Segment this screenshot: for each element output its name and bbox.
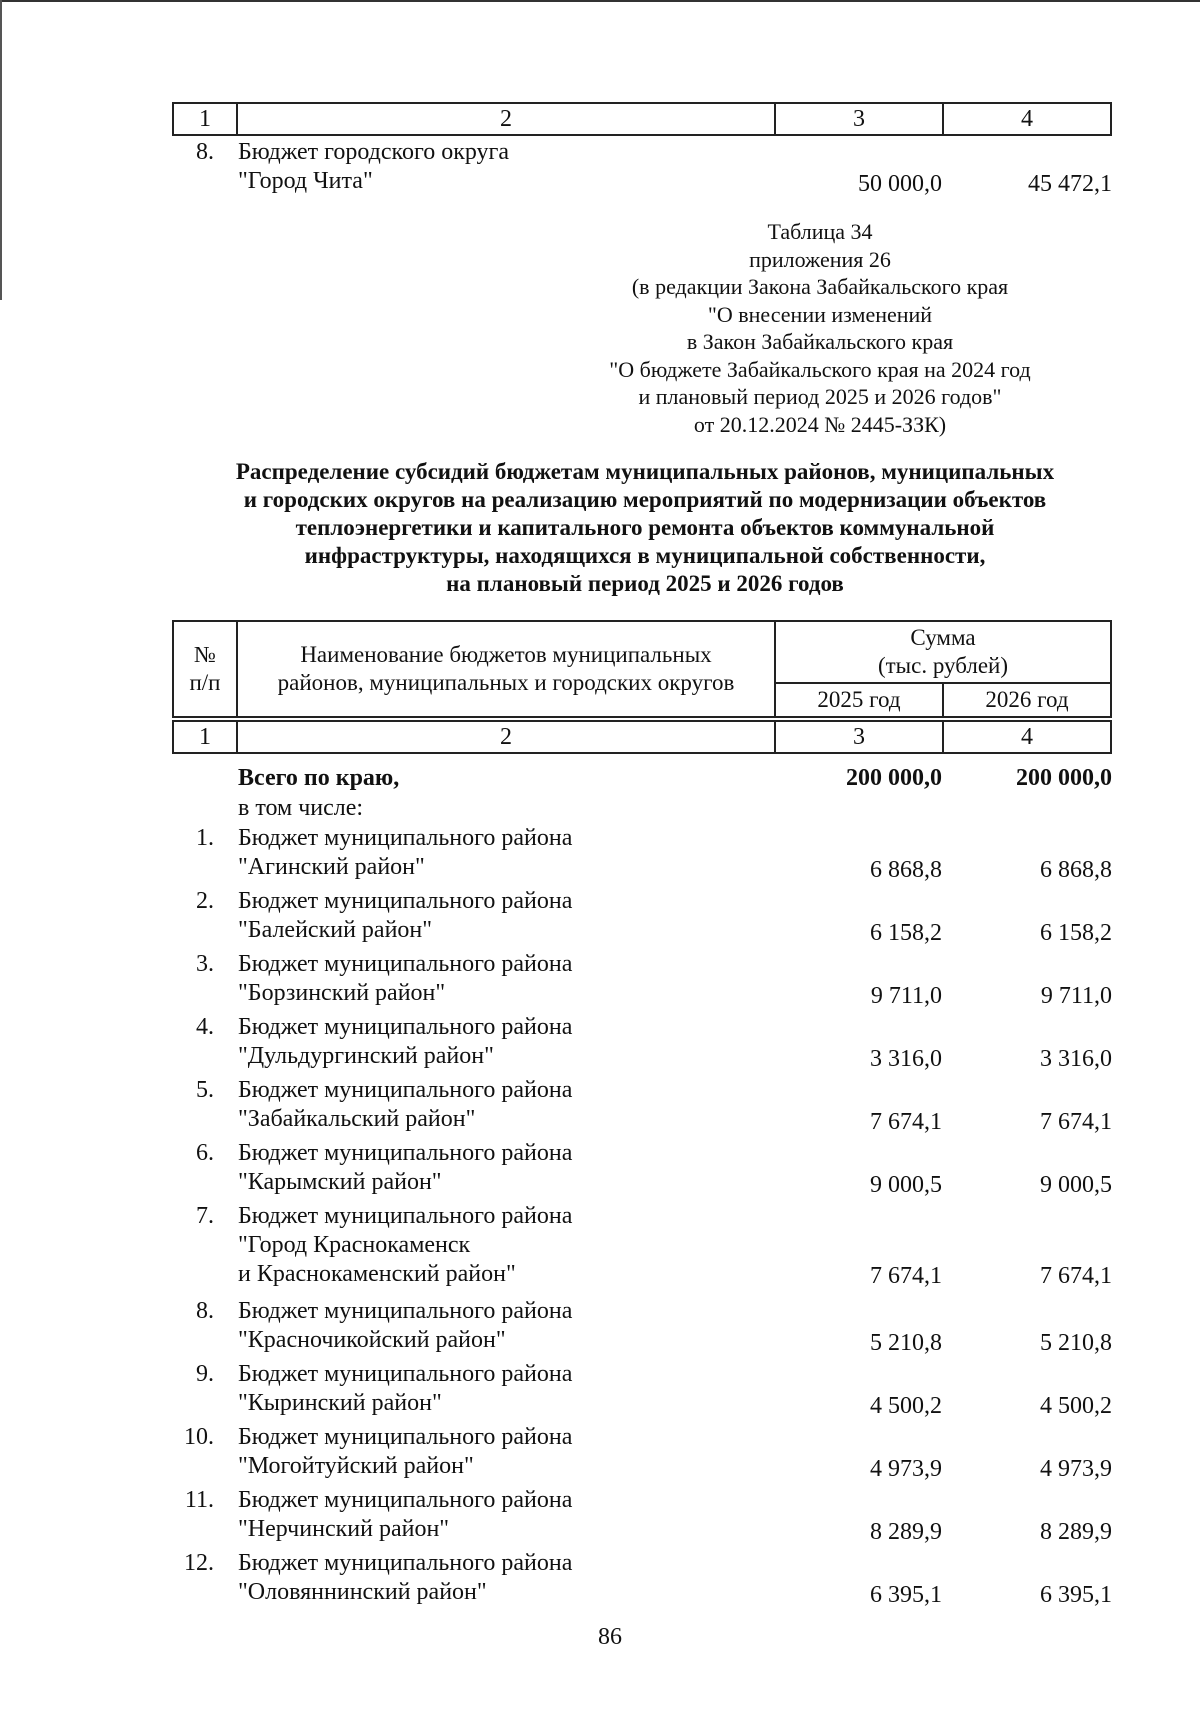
total-value-2026: 200 000,0 xyxy=(1016,765,1112,791)
row-name-line1: Бюджет муниципального района xyxy=(238,888,573,914)
row-name-line2: "Оловяннинский район" xyxy=(238,1579,487,1605)
table-row xyxy=(172,1549,1112,1612)
header-name-cell xyxy=(237,621,775,717)
row-name-line2: "Могойтуйский район" xyxy=(238,1453,474,1479)
row-number: 11. xyxy=(184,1487,214,1513)
row-value-2026: 4 973,9 xyxy=(1040,1456,1112,1482)
row-value-2025: 8 289,9 xyxy=(870,1519,942,1545)
table-row xyxy=(172,1297,1112,1360)
continuation-column-header xyxy=(172,102,1112,136)
header-sum-line1: Сумма xyxy=(910,625,976,650)
row-value-2026: 6 158,2 xyxy=(1040,920,1112,946)
reference-line: "О бюджете Забайкальского края на 2024 год xyxy=(609,356,1031,382)
row-number: 12. xyxy=(184,1550,214,1576)
row-value-2025: 5 210,8 xyxy=(870,1330,942,1356)
row-value-2026: 7 674,1 xyxy=(1040,1109,1112,1135)
reference-line: (в редакции Закона Забайкальского края xyxy=(631,274,1009,299)
header-year-2026: 2026 год xyxy=(943,683,1111,717)
row-name-line3: и Краснокаменский район" xyxy=(238,1261,516,1287)
row-value-2026: 3 316,0 xyxy=(1040,1046,1112,1072)
row-value-2025: 6 395,1 xyxy=(870,1582,942,1608)
row-name-line2: "Город Чита" xyxy=(238,168,373,194)
document-title xyxy=(165,458,1125,598)
row-name-line2: "Город Краснокаменск xyxy=(238,1232,471,1258)
continuation-row xyxy=(172,138,1112,198)
row-value-2025: 50 000,0 xyxy=(858,171,942,197)
row-value-2025: 6 868,8 xyxy=(870,857,942,883)
total-value-2025: 200 000,0 xyxy=(846,765,942,791)
main-table-header xyxy=(172,620,1112,718)
row-value-2026: 45 472,1 xyxy=(1028,171,1112,197)
row-name-line2: "Борзинский район" xyxy=(238,980,446,1006)
page-number: 86 xyxy=(598,1624,622,1650)
col-num-2: 2 xyxy=(237,721,775,753)
header-name-line2: районов, муниципальных и городских округов xyxy=(277,670,735,695)
row-name-line1: Бюджет муниципального района xyxy=(238,1298,573,1324)
header-name-line1: Наименование бюджетов муниципальных xyxy=(300,642,712,667)
table-row xyxy=(172,824,1112,887)
table-row xyxy=(172,1076,1112,1139)
reference-line: и плановый период 2025 и 2026 годов" xyxy=(638,384,1002,409)
row-name-line2: "Карымский район" xyxy=(238,1169,442,1195)
row-number: 7. xyxy=(196,1203,214,1229)
row-name-line2: "Забайкальский район" xyxy=(238,1106,476,1132)
reference-line: Таблица 34 xyxy=(767,219,873,244)
title-line: инфраструктуры, находящихся в муниципальной собственности, xyxy=(304,543,986,568)
table-row xyxy=(172,887,1112,950)
reference-line: "О внесении изменений xyxy=(707,301,933,327)
row-name-line1: Бюджет муниципального района xyxy=(238,1361,573,1387)
table-row xyxy=(172,1360,1112,1423)
col-num-1: 1 xyxy=(173,103,237,135)
row-name-line1: Бюджет муниципального района xyxy=(238,1487,573,1513)
table-row xyxy=(172,1202,1112,1297)
total-label: Всего по краю, xyxy=(238,765,400,791)
header-number-line2: п/п xyxy=(189,670,221,695)
row-name-line1: Бюджет муниципального района xyxy=(238,1140,573,1166)
row-name-line1: Бюджет муниципального района xyxy=(238,1550,573,1576)
row-name-line1: Бюджет муниципального района xyxy=(238,1014,573,1040)
header-number-line1: № xyxy=(194,642,216,667)
col-num-4: 4 xyxy=(943,721,1111,753)
title-line: теплоэнергетики и капитального ремонта объектов коммунальной xyxy=(295,515,995,540)
col-num-2: 2 xyxy=(237,103,775,135)
row-value-2025: 9 000,5 xyxy=(870,1172,942,1198)
row-value-2025: 7 674,1 xyxy=(870,1109,942,1135)
row-number: 9. xyxy=(196,1361,214,1387)
scan-edge-top xyxy=(0,0,1200,2)
row-name-line2: "Агинский район" xyxy=(238,854,425,880)
row-name-line1: Бюджет муниципального района xyxy=(238,1203,573,1229)
row-value-2026: 6 868,8 xyxy=(1040,857,1112,883)
row-value-2025: 7 674,1 xyxy=(870,1263,942,1289)
row-name-line2: "Балейский район" xyxy=(238,917,433,943)
row-value-2025: 3 316,0 xyxy=(870,1046,942,1072)
row-value-2026: 8 289,9 xyxy=(1040,1519,1112,1545)
row-name-line1: Бюджет муниципального района xyxy=(238,1424,573,1450)
row-number: 3. xyxy=(196,951,214,977)
table-row xyxy=(172,1139,1112,1202)
row-value-2026: 7 674,1 xyxy=(1040,1263,1112,1289)
row-value-2025: 9 711,0 xyxy=(870,983,942,1009)
row-number: 5. xyxy=(196,1077,214,1103)
row-number: 1. xyxy=(196,825,214,851)
row-value-2025: 4 500,2 xyxy=(870,1393,942,1419)
row-number: 6. xyxy=(196,1140,214,1166)
row-name-line1: Бюджет городского округа xyxy=(238,139,510,165)
row-number: 8. xyxy=(196,1298,214,1324)
col-num-1: 1 xyxy=(173,721,237,753)
row-name-line2: "Кыринский район" xyxy=(238,1390,442,1416)
row-number: 10. xyxy=(184,1424,214,1450)
header-year-2025: 2025 год xyxy=(775,683,943,717)
title-line: Распределение субсидий бюджетам муниципальных районов, муниципальных xyxy=(235,459,1055,484)
row-number: 4. xyxy=(196,1014,214,1040)
row-value-2026: 4 500,2 xyxy=(1040,1393,1112,1419)
table-row xyxy=(172,1013,1112,1076)
reference-line: в Закон Забайкальского края xyxy=(686,329,954,354)
row-value-2026: 9 711,0 xyxy=(1040,983,1112,1009)
row-name-line1: Бюджет муниципального района xyxy=(238,825,573,851)
header-sum-cell xyxy=(775,621,1111,683)
total-row xyxy=(172,764,1112,822)
row-number: 8. xyxy=(196,139,214,165)
row-name-line1: Бюджет муниципального района xyxy=(238,951,573,977)
row-name-line2: "Дульдургинский район" xyxy=(238,1043,494,1069)
row-name-line2: "Нерчинский район" xyxy=(238,1516,450,1542)
header-number-cell xyxy=(173,621,237,717)
row-value-2025: 4 973,9 xyxy=(870,1456,942,1482)
table-row xyxy=(172,1423,1112,1486)
reference-line: приложения 26 xyxy=(749,246,891,272)
reference-line: от 20.12.2024 № 2445-ЗЗК) xyxy=(693,411,947,437)
header-sum-line2: (тыс. рублей) xyxy=(877,653,1009,678)
row-value-2026: 9 000,5 xyxy=(1040,1172,1112,1198)
title-line: на плановый период 2025 и 2026 годов xyxy=(446,571,844,596)
row-value-2025: 6 158,2 xyxy=(870,920,942,946)
table-reference-note xyxy=(560,218,1080,438)
total-sub-label: в том числе: xyxy=(238,795,364,821)
main-column-numbers xyxy=(172,720,1112,754)
col-num-3: 3 xyxy=(775,721,943,753)
row-number: 2. xyxy=(196,888,214,914)
table-row xyxy=(172,950,1112,1013)
col-num-3: 3 xyxy=(775,103,943,135)
col-num-4: 4 xyxy=(943,103,1111,135)
title-line: и городских округов на реализацию мероприятий по модернизации объектов xyxy=(243,487,1047,512)
table-row xyxy=(172,1486,1112,1549)
row-name-line2: "Красночикойский район" xyxy=(238,1327,506,1353)
row-value-2026: 6 395,1 xyxy=(1040,1582,1112,1608)
scan-edge-left xyxy=(0,0,2,300)
row-value-2026: 5 210,8 xyxy=(1040,1330,1112,1356)
row-name-line1: Бюджет муниципального района xyxy=(238,1077,573,1103)
